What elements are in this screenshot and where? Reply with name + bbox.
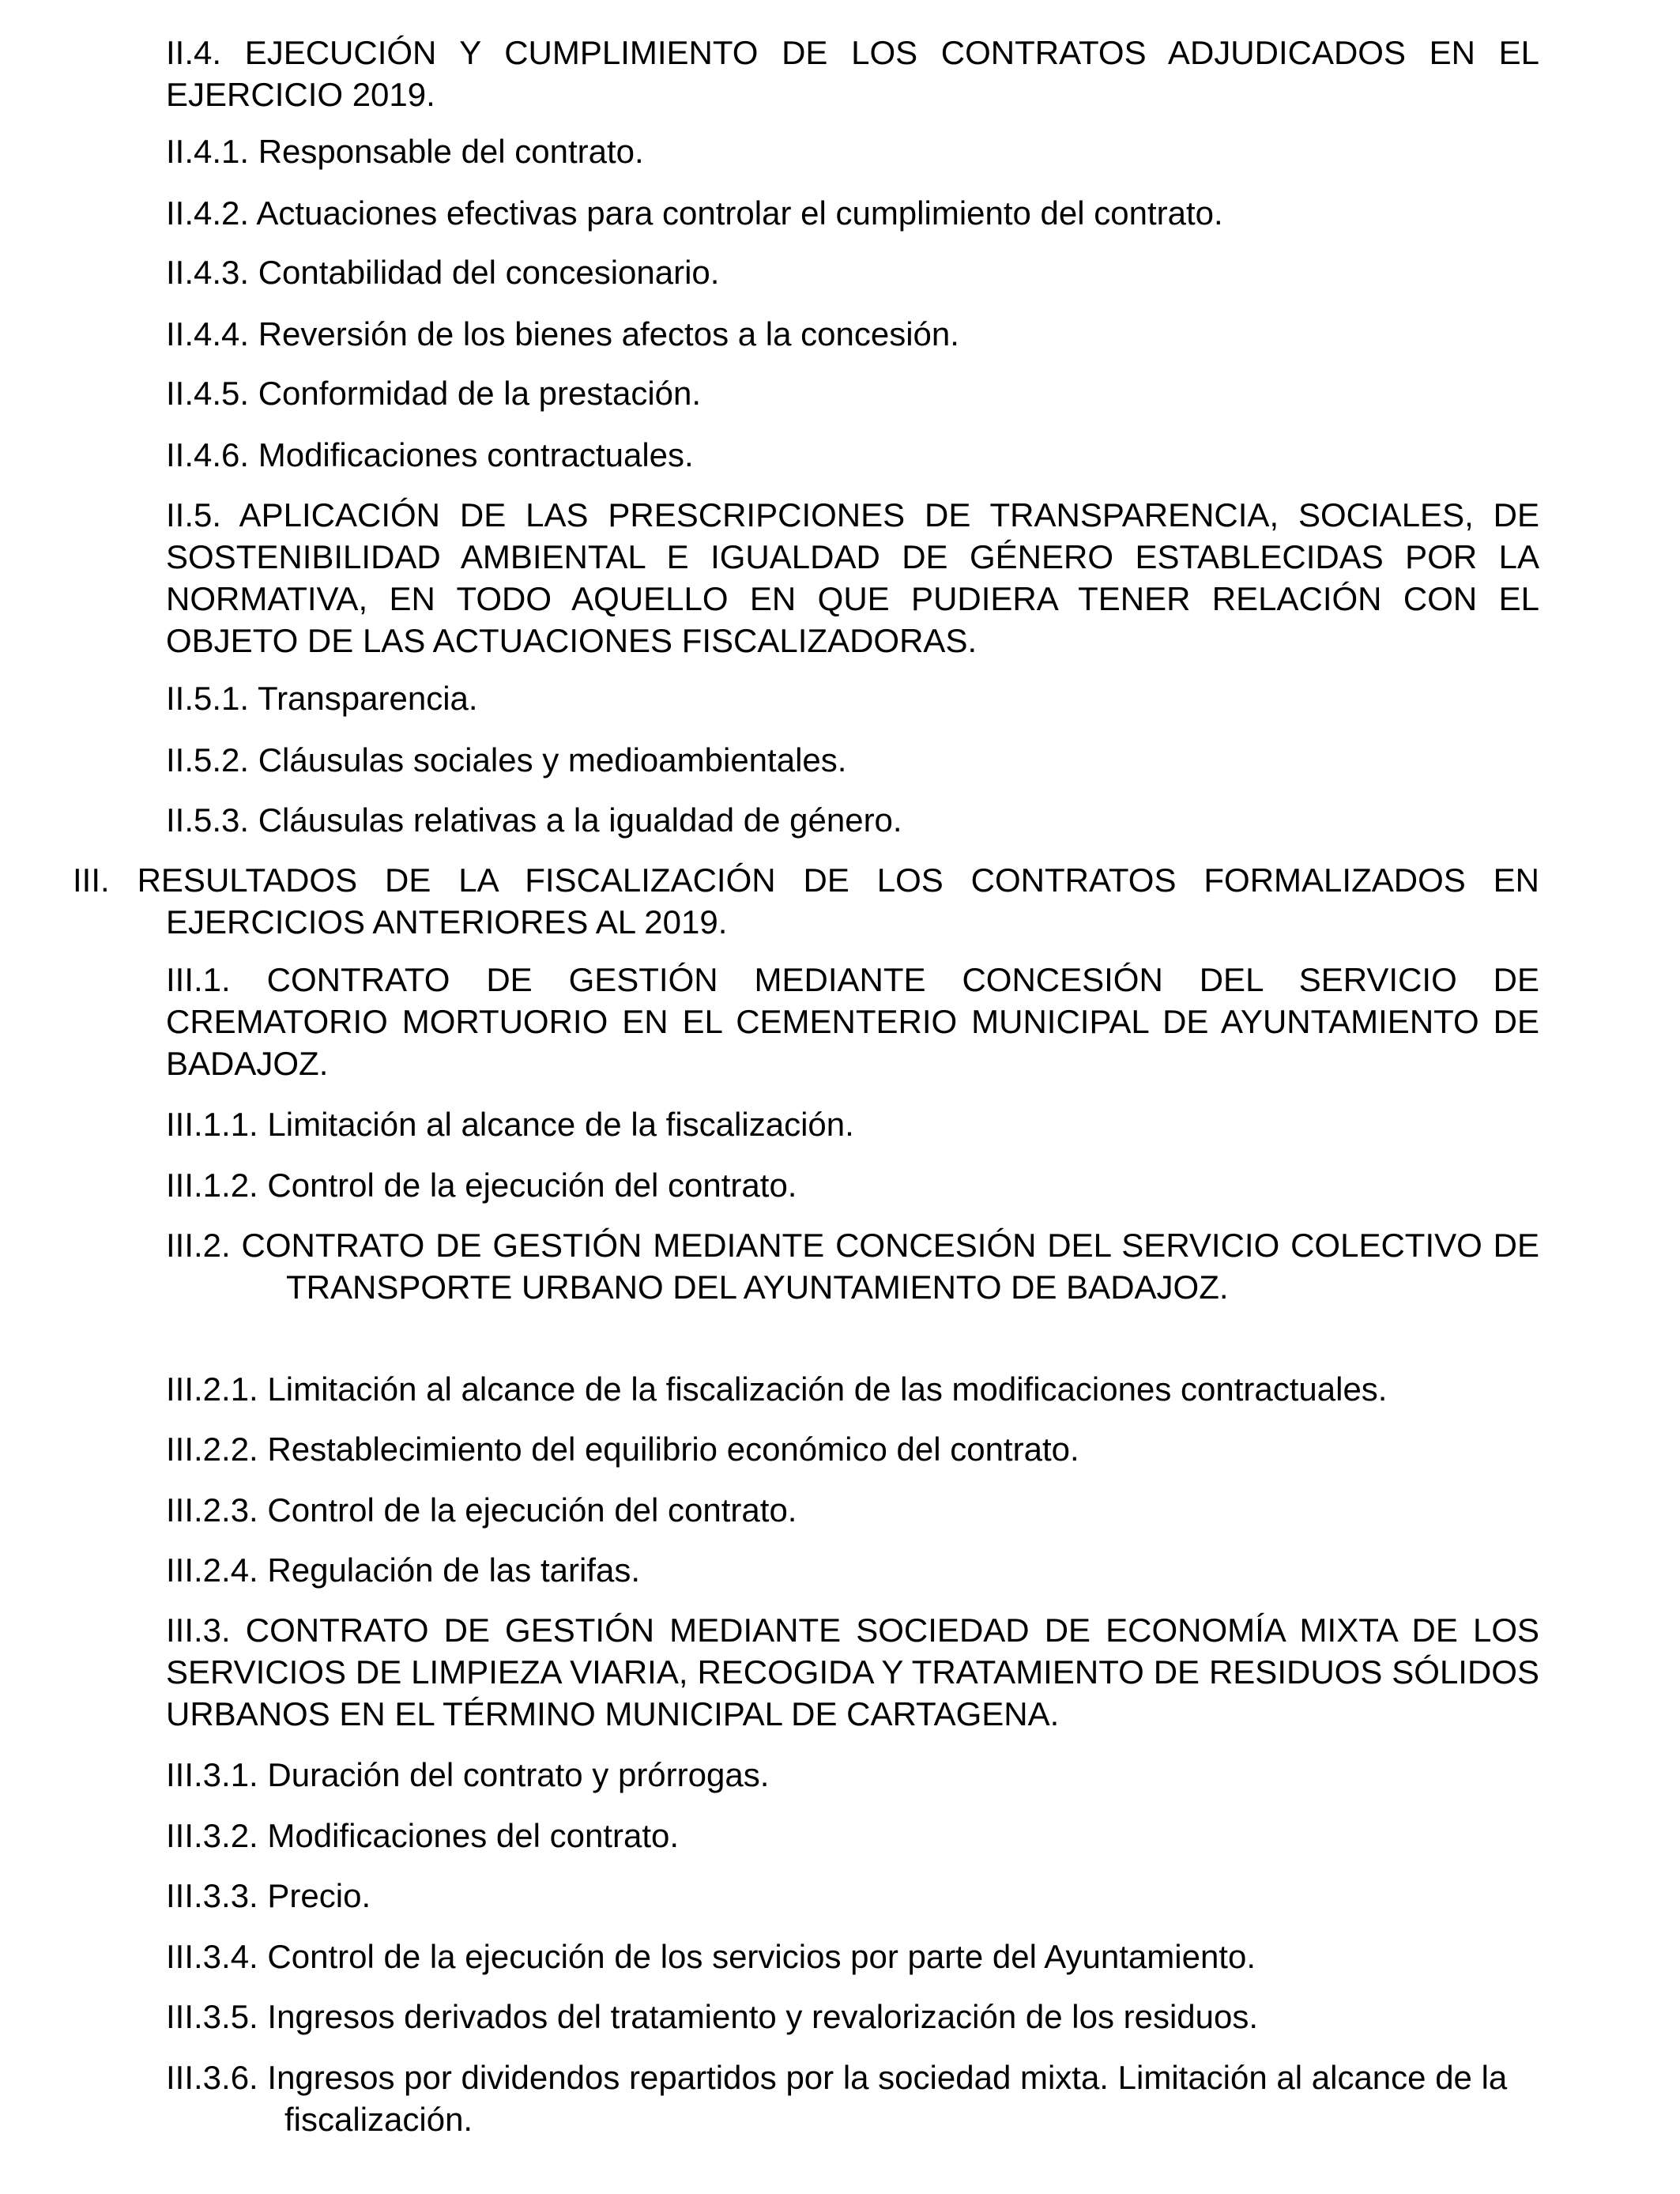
toc-entry-ii-5-3: II.5.3. Cláusulas relativas a la igualdad de género. (166, 801, 902, 839)
toc-entry-iii-3-3: III.3.3. Precio. (166, 1877, 371, 1914)
toc-entry-iii-1-1: III.1.1. Limitación al alcance de la fiscalización. (166, 1106, 854, 1143)
toc-heading-iii-2: III.2. CONTRATO DE GESTIÓN MEDIANTE CONCESIÓN DEL SERVICIO COLECTIVO DE TRANSPORTE URBANO DEL AYUNTAMIENTO DE BADAJOZ. (166, 1227, 1539, 1306)
toc-entry-iii-3-2: III.3.2. Modificaciones del contrato. (166, 1817, 680, 1854)
toc-entry-ii-4-6: II.4.6. Modificaciones contractuales. (166, 436, 694, 473)
toc-entry-iii-2-1: III.2.1. Limitación al alcance de la fiscalización de las modificaciones contractuales. (166, 1370, 1388, 1408)
toc-heading-ii-4: II.4. EJECUCIÓN Y CUMPLIMIENTO DE LOS CONTRATOS ADJUDICADOS EN EL EJERCICIO 2019. (166, 34, 1539, 113)
toc-entry-iii-3-6: III.3.6. Ingresos por dividendos repartidos por la sociedad mixta. Limitación al alcance de la fiscalización. (166, 2059, 1508, 2138)
toc-heading-iii-1: III.1. CONTRATO DE GESTIÓN MEDIANTE CONCESIÓN DEL SERVICIO DE CREMATORIO MORTUORIO EN EL CEMENTERIO MUNICIPAL DE AYUNTAMIENTO DE BADAJOZ. (166, 961, 1539, 1082)
toc-entry-ii-5-2: II.5.2. Cláusulas sociales y medioambientales. (166, 741, 847, 778)
toc-entry-iii-2-3: III.2.3. Control de la ejecución del contrato. (166, 1491, 797, 1529)
toc-entry-ii-4-1: II.4.1. Responsable del contrato. (166, 133, 644, 170)
toc-heading-iii-3: III.3. CONTRATO DE GESTIÓN MEDIANTE SOCIEDAD DE ECONOMÍA MIXTA DE LOS SERVICIOS DE LIMPIEZA VIARIA, RECOGIDA Y TRATAMIENTO DE RESIDUOS SÓLIDOS URBANOS EN EL TÉRMINO MUNICIPAL DE CARTAGENA. (166, 1612, 1539, 1732)
toc-heading-iii: III. RESULTADOS DE LA FISCALIZACIÓN DE LOS CONTRATOS FORMALIZADOS EN EJERCICIOS ANTERIORES AL 2019. (73, 861, 1539, 941)
toc-entry-iii-3-5: III.3.5. Ingresos derivados del tratamiento y revalorización de los residuos. (166, 1998, 1259, 2035)
toc-entry-ii-4-5: II.4.5. Conformidad de la prestación. (166, 375, 702, 412)
toc-entry-ii-5-1: II.5.1. Transparencia. (166, 680, 478, 717)
toc-entry-iii-1-2: III.1.2. Control de la ejecución del contrato. (166, 1167, 797, 1204)
toc-heading-ii-5: II.5. APLICACIÓN DE LAS PRESCRIPCIONES DE TRANSPARENCIA, SOCIALES, DE SOSTENIBILIDAD AMBIENTAL E IGUALDAD DE GÉNERO ESTABLECIDAS POR LA NORMATIVA, EN TODO AQUELLO EN QUE PUDIERA TENER RELACIÓN CON EL OBJETO DE LAS ACTUACIONES FISCALIZADORAS. (166, 496, 1539, 659)
toc-entry-ii-4-2: II.4.2. Actuaciones efectivas para controlar el cumplimiento del contrato. (166, 194, 1223, 232)
toc-entry-iii-3-4: III.3.4. Control de la ejecución de los servicios por parte del Ayuntamiento. (166, 1938, 1256, 1975)
toc-entry-ii-4-4: II.4.4. Reversión de los bienes afectos a la concesión. (166, 315, 959, 352)
toc-entry-ii-4-3: II.4.3. Contabilidad del concesionario. (166, 254, 720, 291)
toc-entry-iii-2-4: III.2.4. Regulación de las tarifas. (166, 1551, 640, 1589)
toc-entry-iii-2-2: III.2.2. Restablecimiento del equilibrio económico del contrato. (166, 1431, 1079, 1468)
toc-entry-iii-3-1: III.3.1. Duración del contrato y prórrogas. (166, 1756, 770, 1793)
